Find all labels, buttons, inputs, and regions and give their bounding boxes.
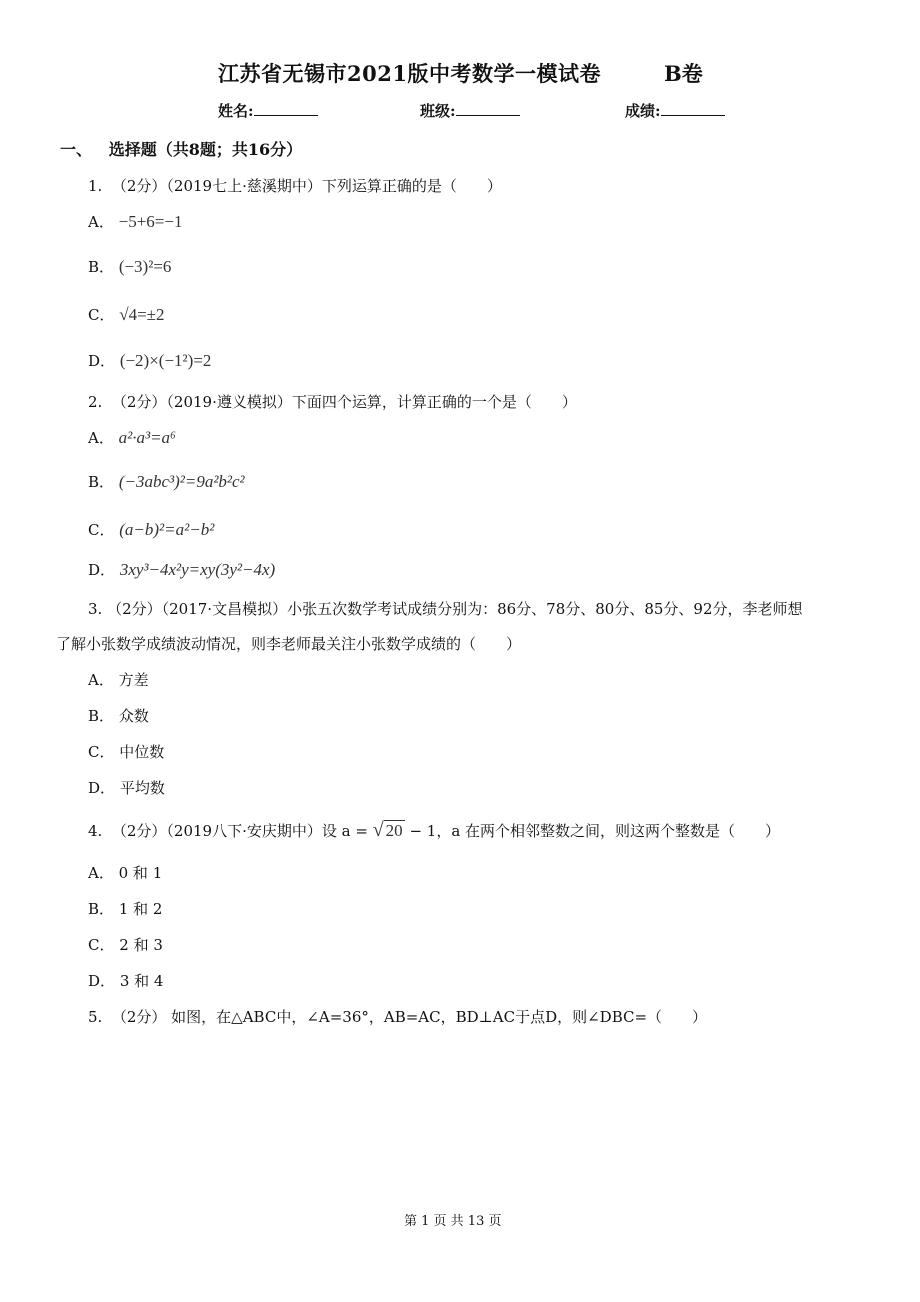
option-letter: A．: [88, 213, 114, 231]
q4-option-c: [88, 934, 163, 955]
option-math: −5+6=−1: [118, 212, 183, 231]
page-footer: 第 1 页 共 13 页: [404, 1214, 502, 1229]
option-math: a²·a³=a⁶: [118, 428, 176, 447]
q4-option-d: [88, 970, 163, 991]
score-field: [625, 100, 725, 121]
section-title: 选择题（共8题；共16分）: [108, 140, 303, 159]
option-text: 平均数: [119, 779, 165, 797]
question-text-post: − 1，a 在两个相邻整数之间，则这两个整数是（ ）: [409, 822, 781, 840]
radicand: 20: [385, 821, 403, 840]
option-math: 3xy³−4x²y=xy(3y²−4x): [119, 560, 276, 579]
option-letter: B．: [88, 473, 115, 491]
question-2-stem: [88, 391, 577, 412]
q2-option-a: [88, 427, 176, 448]
question-text: （2分） 如图，在△ABC中，∠A=36°，AB=AC，BD⊥AC于点D，则∠DBC=（ ）: [111, 1008, 708, 1026]
name-blank: [254, 101, 318, 116]
exam-title: 江苏省无锡市2021版中考数学一模试卷: [218, 61, 601, 86]
q4-option-a: [88, 862, 162, 883]
class-blank: [456, 101, 520, 116]
exam-variant: B卷: [664, 61, 703, 86]
question-number: 3.: [88, 600, 103, 618]
question-5-stem: [88, 1006, 707, 1027]
sqrt-icon: √: [372, 819, 384, 841]
q2-option-c: [88, 519, 214, 540]
option-letter: A．: [88, 671, 114, 689]
name-field: [218, 100, 318, 121]
option-letter: D．: [88, 779, 116, 797]
q2-option-d: [88, 559, 275, 580]
q1-option-c: [88, 304, 165, 325]
q1-option-b: [88, 256, 171, 277]
option-math: (−3)²=6: [118, 257, 172, 276]
question-3-stem-cont: 了解小张数学成绩波动情况，则李老师最关注小张数学成绩的（ ）: [56, 635, 522, 653]
option-letter: C．: [88, 936, 115, 954]
option-letter: B．: [88, 900, 115, 918]
question-1-stem: [88, 175, 502, 196]
option-letter: C．: [88, 743, 115, 761]
section-number: 一、: [60, 140, 93, 159]
option-letter: A．: [88, 429, 114, 447]
q2-option-b: [88, 471, 245, 492]
option-letter: B．: [88, 707, 115, 725]
question-text: （2分）（2019七上·慈溪期中）下列运算正确的是（ ）: [111, 177, 502, 195]
question-text-line1: （2分）（2017·文昌模拟）小张五次数学考试成绩分别为：86分、78分、80分、85分、92分，李老师想: [107, 600, 803, 618]
option-letter: C．: [88, 306, 115, 324]
option-letter: D．: [88, 972, 116, 990]
option-text: 3 和 4: [119, 972, 164, 990]
q4-option-b: [88, 898, 162, 919]
option-letter: A．: [88, 864, 114, 882]
question-3-stem: [88, 598, 803, 619]
option-math: (−3abc³)²=9a²b²c²: [118, 472, 245, 491]
option-letter: B．: [88, 258, 115, 276]
q3-option-a: [88, 669, 149, 690]
question-number: 1.: [88, 177, 103, 195]
question-number: 2.: [88, 393, 103, 411]
option-text: 2 和 3: [119, 936, 163, 954]
question-number: 4.: [88, 822, 103, 840]
name-label: 姓名:: [218, 102, 254, 120]
option-text: 1 和 2: [118, 900, 163, 918]
option-letter: D．: [88, 352, 116, 370]
q3-option-b: [88, 705, 149, 726]
option-letter: D．: [88, 561, 116, 579]
option-text: 0 和 1: [118, 864, 163, 882]
class-field: [420, 100, 520, 121]
q1-option-d: [88, 350, 211, 371]
option-text: 方差: [118, 671, 149, 689]
q1-option-a: [88, 211, 182, 232]
question-number: 5.: [88, 1008, 103, 1026]
question-text-pre: （2分）（2019八下·安庆期中）设 a =: [111, 822, 368, 840]
option-text: 中位数: [119, 743, 165, 761]
question-text: （2分）（2019·遵义模拟）下面四个运算，计算正确的一个是（ ）: [111, 393, 577, 411]
q3-option-d: [88, 777, 165, 798]
score-blank: [661, 101, 725, 116]
option-text: 众数: [118, 707, 149, 725]
option-letter: C．: [88, 521, 115, 539]
score-label: 成绩:: [625, 102, 661, 120]
section-heading: [60, 137, 302, 160]
option-math: (a−b)²=a²−b²: [119, 520, 215, 539]
class-label: 班级:: [420, 102, 456, 120]
q3-option-c: [88, 741, 164, 762]
sqrt-expression: [373, 819, 405, 842]
question-4-stem: [88, 819, 780, 842]
option-math: √4=±2: [119, 305, 165, 324]
option-math: (−2)×(−1²)=2: [119, 351, 212, 370]
